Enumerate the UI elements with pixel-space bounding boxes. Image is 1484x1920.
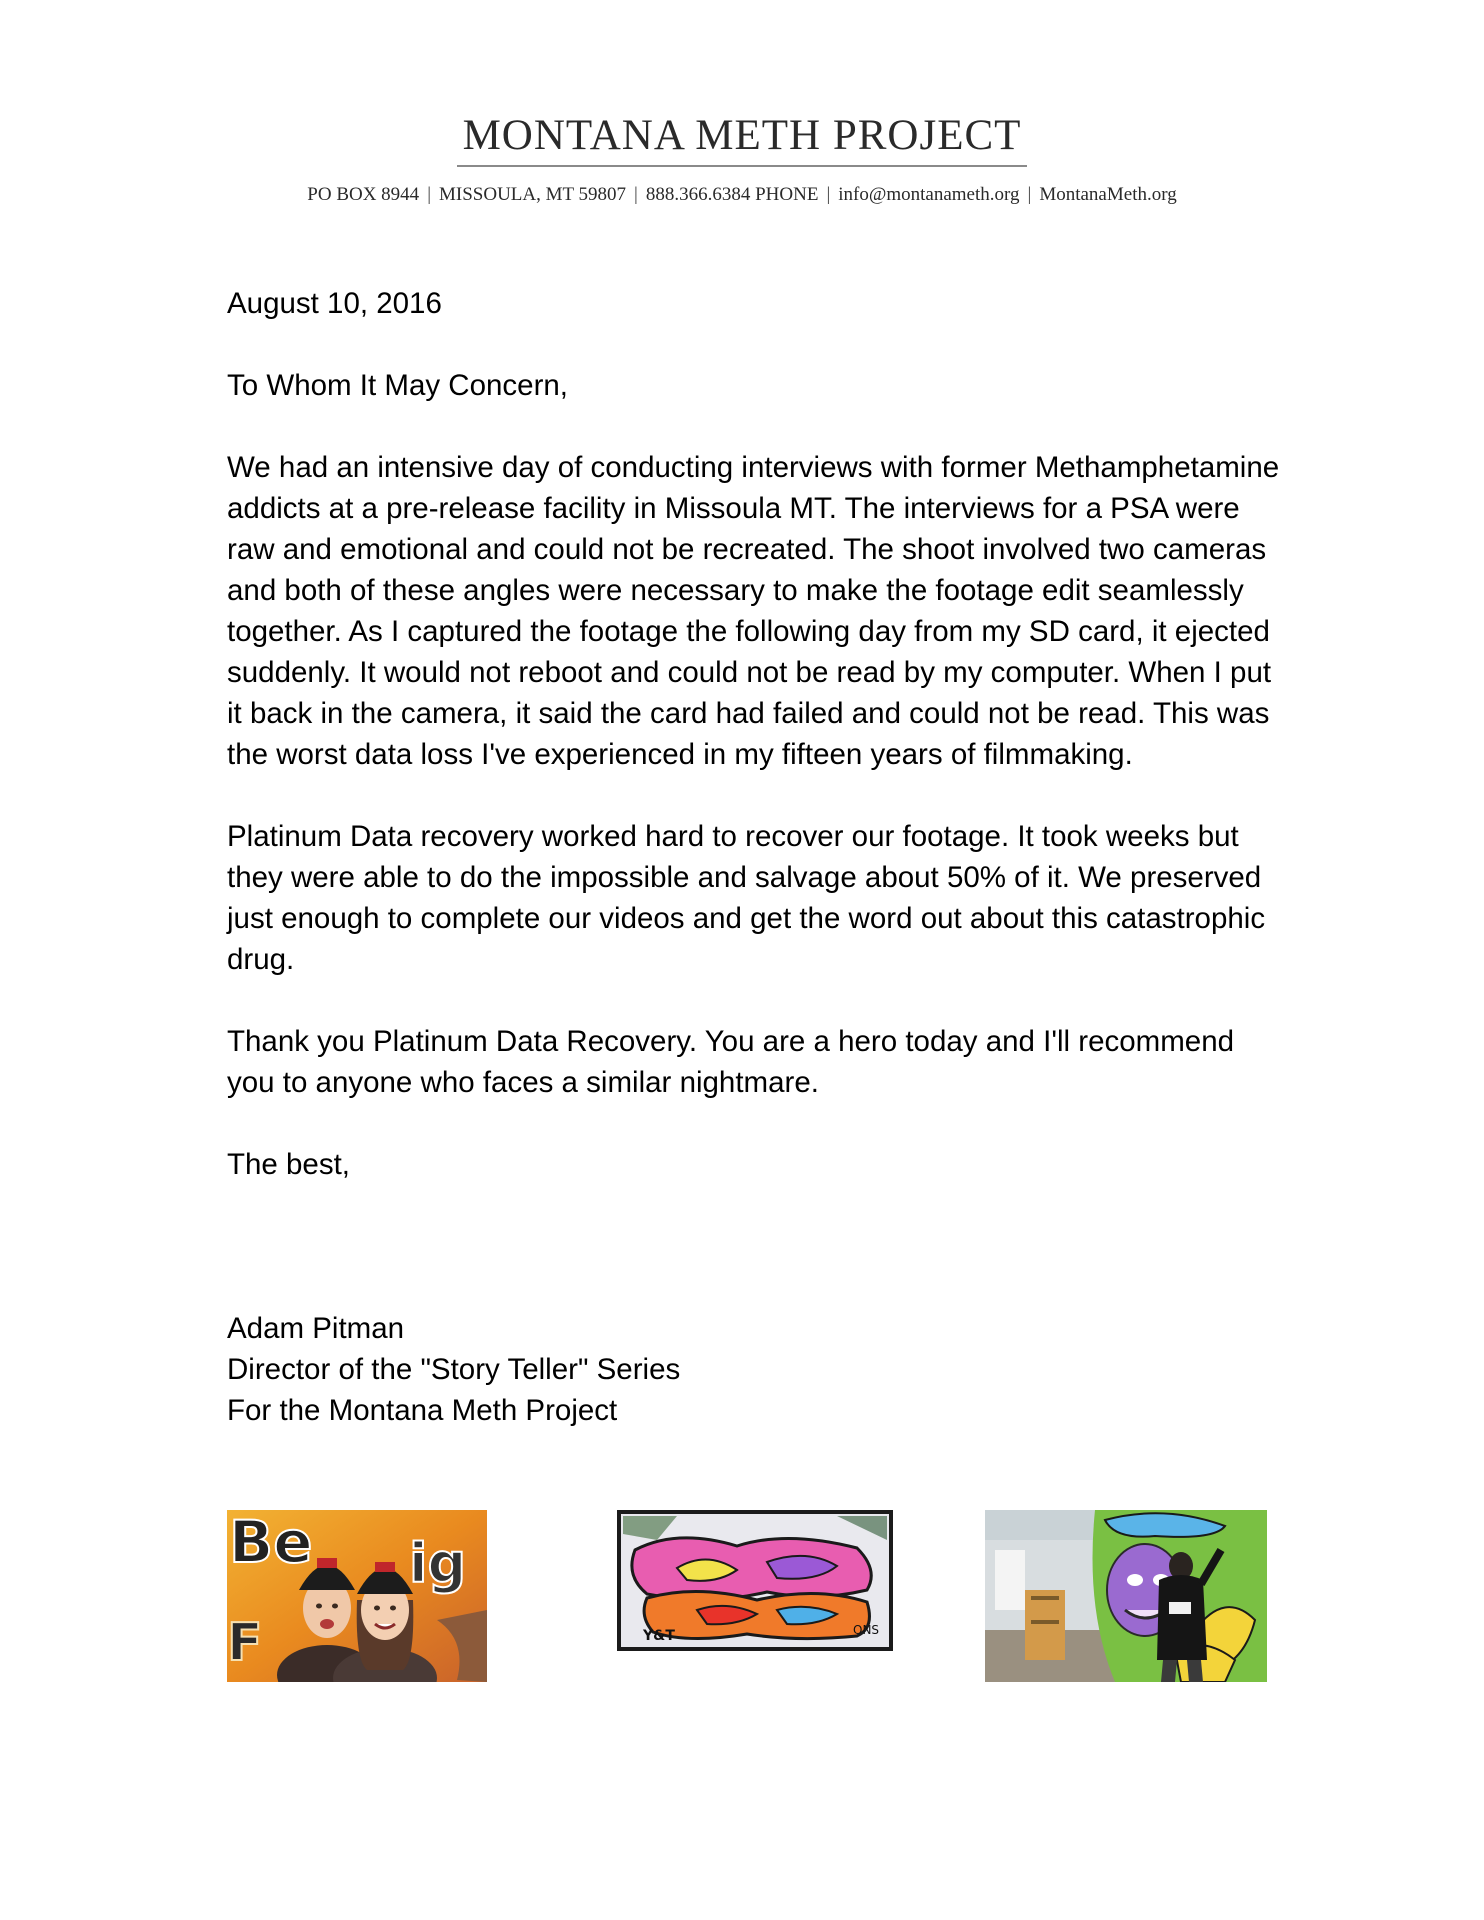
letter-closing: The best,	[227, 1148, 350, 1181]
signature-block	[227, 1308, 1287, 1431]
svg-text:Be: Be	[229, 1510, 313, 1576]
letter-paragraph-3: Thank you Platinum Data Recovery. You are a hero today and I'll recommend you to anyone who faces a similar nightmare.	[227, 1025, 1235, 1099]
contact-separator: |	[634, 184, 638, 205]
contact-separator: |	[1027, 184, 1032, 205]
signature-name: Adam Pitman	[227, 1312, 405, 1345]
svg-text:F: F	[227, 1613, 263, 1673]
artist-painting-mural-photo	[985, 1510, 1267, 1682]
contact-website: MontanaMeth.org	[1039, 184, 1177, 205]
letterhead	[0, 112, 1484, 167]
contact-separator: |	[427, 184, 431, 205]
letter-salutation: To Whom It May Concern,	[227, 369, 568, 402]
contact-email: info@montanameth.org	[838, 184, 1020, 205]
letter-paragraph-1: We had an intensive day of conducting interviews with former Methamphetamine addicts at a pre-release facility in Missoula MT. The interviews for a PSA were raw and emotional and could not be recreated. The shoot involved two cameras and both of these angles were necessary to make the footage edit seamlessly together. As I captured the footage the following day from my SD card, it ejected suddenly. It would not reboot and could not be read by my computer. When I put it back in the camera, it said the card had failed and could not be read. This was the worst data loss I've experienced in my fifteen years of filmmaking.	[227, 451, 1280, 771]
signature-organization: For the Montana Meth Project	[227, 1394, 618, 1427]
svg-text:Y&T: Y&T	[643, 1628, 675, 1644]
contact-separator: |	[826, 184, 831, 205]
svg-text:ig: ig	[409, 1532, 467, 1595]
contact-phone: 888.366.6384 PHONE	[645, 184, 819, 205]
photo-strip	[0, 1510, 1484, 1690]
not-even-once-graffiti-photo	[617, 1510, 893, 1651]
contact-po-box: PO BOX 8944	[307, 184, 420, 205]
contact-city: MISSOULA, MT 59807	[439, 184, 627, 205]
svg-text:ONS: ONS	[853, 1623, 880, 1637]
org-name: MONTANA METH PROJECT	[457, 112, 1028, 167]
two-women-beanies-graffiti-photo	[227, 1510, 487, 1682]
contact-line	[0, 184, 1484, 206]
letter-body	[227, 283, 1287, 1431]
letter-paragraph-2: Platinum Data recovery worked hard to recover our footage. It took weeks but they were able to do the impossible and salvage about 50% of it. We preserved just enough to complete our videos and get the word out about this catastrophic drug.	[227, 820, 1266, 976]
signature-title: Director of the "Story Teller" Series	[227, 1353, 681, 1386]
letter-date: August 10, 2016	[227, 287, 442, 320]
